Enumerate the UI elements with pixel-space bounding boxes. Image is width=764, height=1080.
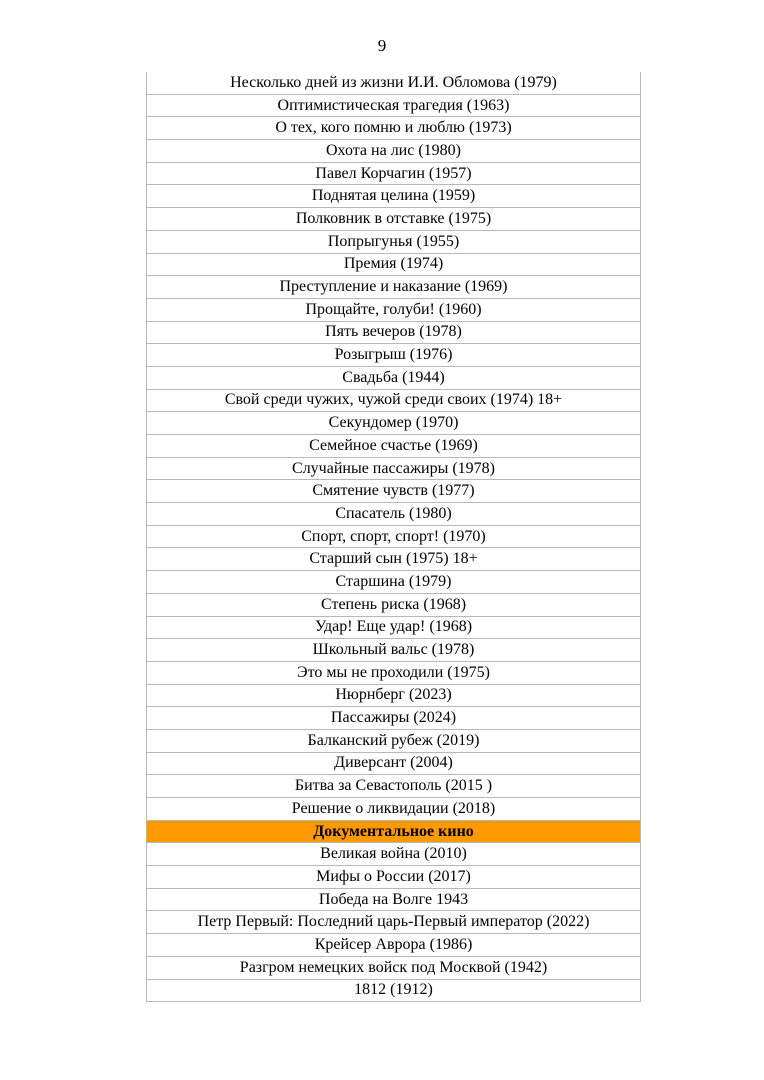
table-row (147, 525, 641, 548)
table-row (147, 298, 641, 321)
film-title-cell: Решение о ликвидации (2018) (147, 798, 641, 821)
film-title-cell: Спорт, спорт, спорт! (1970) (147, 525, 641, 548)
film-title-cell: Старший сын (1975) 18+ (147, 548, 641, 571)
table-row (147, 230, 641, 253)
table-row (147, 94, 641, 117)
film-title-cell: Степень риска (1968) (147, 593, 641, 616)
film-title-cell: Школьный вальс (1978) (147, 639, 641, 662)
film-title-cell: Смятение чувств (1977) (147, 480, 641, 503)
film-title-cell: Павел Корчагин (1957) (147, 162, 641, 185)
table-row (147, 798, 641, 821)
film-title-cell: Пять вечеров (1978) (147, 321, 641, 344)
film-title-cell: Нюрнберг (2023) (147, 684, 641, 707)
table-row (147, 548, 641, 571)
table-row (147, 866, 641, 889)
table-row (147, 661, 641, 684)
film-title-cell: Несколько дней из жизни И.И. Обломова (1979) (147, 72, 641, 94)
film-title-cell: О тех, кого помню и люблю (1973) (147, 117, 641, 140)
film-title-cell: Это мы не проходили (1975) (147, 661, 641, 684)
table-row (147, 571, 641, 594)
film-title-cell: Удар! Еще удар! (1968) (147, 616, 641, 639)
film-title-cell: Полковник в отставке (1975) (147, 208, 641, 231)
table-row (147, 162, 641, 185)
film-list-body (147, 72, 641, 1002)
film-title-cell: Разгром немецких войск под Москвой (1942) (147, 956, 641, 979)
film-title-cell: Спасатель (1980) (147, 503, 641, 526)
table-row (147, 593, 641, 616)
film-title-cell: Случайные пассажиры (1978) (147, 457, 641, 480)
film-title-cell: Мифы о России (2017) (147, 866, 641, 889)
film-title-cell: Поднятая целина (1959) (147, 185, 641, 208)
film-title-cell: Свадьба (1944) (147, 366, 641, 389)
table-row (147, 911, 641, 934)
film-title-cell: Оптимистическая трагедия (1963) (147, 94, 641, 117)
table-row (147, 253, 641, 276)
table-row (147, 934, 641, 957)
table-row (147, 208, 641, 231)
section-header-cell: Документальное кино (147, 820, 641, 843)
film-title-cell: Попрыгунья (1955) (147, 230, 641, 253)
section-header-row (147, 820, 641, 843)
table-row (147, 276, 641, 299)
table-row (147, 775, 641, 798)
table-row (147, 888, 641, 911)
film-title-cell: Диверсант (2004) (147, 752, 641, 775)
table-row (147, 140, 641, 163)
table-row (147, 843, 641, 866)
table-row (147, 117, 641, 140)
table-row (147, 185, 641, 208)
film-list-table (146, 72, 641, 1002)
film-title-cell: 1812 (1912) (147, 979, 641, 1002)
film-title-cell: Прощайте, голуби! (1960) (147, 298, 641, 321)
film-title-cell: Великая война (2010) (147, 843, 641, 866)
film-title-cell: Старшина (1979) (147, 571, 641, 594)
film-title-cell: Премия (1974) (147, 253, 641, 276)
table-row (147, 435, 641, 458)
table-row (147, 72, 641, 94)
film-title-cell: Преступление и наказание (1969) (147, 276, 641, 299)
table-row (147, 321, 641, 344)
film-title-cell: Крейсер Аврора (1986) (147, 934, 641, 957)
film-title-cell: Секундомер (1970) (147, 412, 641, 435)
film-title-cell: Семейное счастье (1969) (147, 435, 641, 458)
film-title-cell: Свой среди чужих, чужой среди своих (1974) 18+ (147, 389, 641, 412)
table-row (147, 503, 641, 526)
table-row (147, 616, 641, 639)
table-row (147, 979, 641, 1002)
film-title-cell: Битва за Севастополь (2015 ) (147, 775, 641, 798)
page-number: 9 (377, 36, 387, 55)
table-row (147, 639, 641, 662)
table-row (147, 412, 641, 435)
film-title-cell: Петр Первый: Последний царь-Первый император (2022) (147, 911, 641, 934)
table-row (147, 457, 641, 480)
table-row (147, 752, 641, 775)
table-row (147, 344, 641, 367)
table-row (147, 366, 641, 389)
table-row (147, 389, 641, 412)
table-row (147, 707, 641, 730)
film-title-cell: Розыгрыш (1976) (147, 344, 641, 367)
table-row (147, 480, 641, 503)
film-title-cell: Победа на Волге 1943 (147, 888, 641, 911)
table-row (147, 684, 641, 707)
film-title-cell: Балканский рубеж (2019) (147, 729, 641, 752)
film-title-cell: Охота на лис (1980) (147, 140, 641, 163)
table-row (147, 729, 641, 752)
film-title-cell: Пассажиры (2024) (147, 707, 641, 730)
table-row (147, 956, 641, 979)
